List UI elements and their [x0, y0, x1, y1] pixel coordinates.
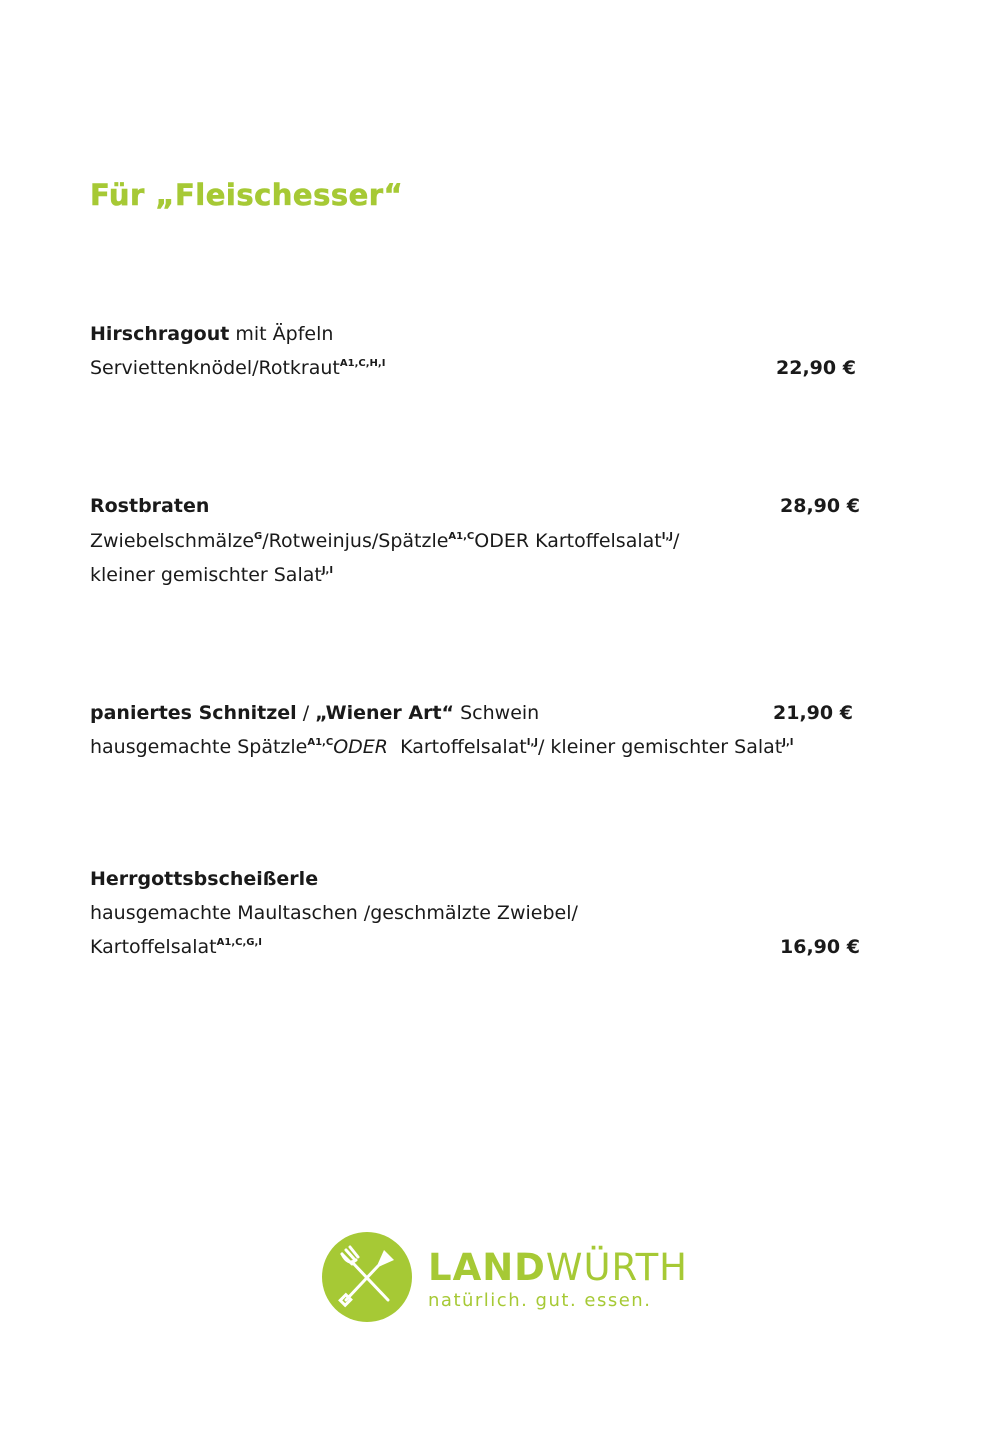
dish-description: / kleiner gemischter Salat	[537, 736, 783, 758]
menu-item-herrgottsbscheisserle-title	[90, 867, 318, 891]
dish-description: hausgemachte Maultaschen /geschmälzte Zwiebel/	[90, 902, 578, 924]
allergen-codes: A1,C,G,I	[216, 937, 263, 948]
allergen-codes: G	[254, 531, 263, 542]
section-heading: Für „Fleischesser“	[90, 178, 404, 212]
allergen-codes: J,I	[321, 565, 334, 576]
allergen-codes: J,I	[782, 737, 794, 748]
fork-and-shovel-icon	[322, 1232, 412, 1322]
dish-description: hausgemachte Spätzle	[90, 736, 308, 758]
price-hirschragout: 22,90 €	[776, 357, 856, 379]
price-herrgottsbscheisserle: 16,90 €	[780, 936, 860, 958]
menu-item-schnitzel-description	[90, 735, 793, 759]
dish-name-suffix: Schwein	[454, 702, 540, 724]
dish-name-suffix: mit Äpfeln	[229, 323, 334, 345]
dish-description-oder: ODER	[333, 736, 388, 758]
dish-description: Kartoffelsalat	[388, 736, 527, 758]
brand-name-light: WÜRTH	[545, 1246, 688, 1289]
brand-tagline: natürlich. gut. essen.	[428, 1290, 652, 1311]
menu-item-schnitzel-title	[90, 701, 539, 725]
menu-item-hirschragout-description	[90, 356, 385, 380]
menu-item-herrgottsbscheisserle-description	[90, 901, 578, 925]
brand-name	[428, 1246, 688, 1290]
menu-item-hirschragout-title	[90, 322, 333, 346]
dish-description: /Rotweinjus/Spätzle	[262, 530, 449, 552]
allergen-codes: I,J	[661, 531, 673, 542]
dish-description: ODER Kartoffelsalat	[474, 530, 662, 552]
allergen-codes: I,J	[526, 737, 538, 748]
dish-name-separator: /	[296, 702, 316, 724]
price-rostbraten: 28,90 €	[780, 495, 860, 517]
dish-name-style: „Wiener Art“	[315, 702, 455, 724]
dish-name: Hirschragout	[90, 323, 230, 345]
dish-description: Kartoffelsalat	[90, 936, 217, 958]
menu-item-rostbraten-description-2	[90, 563, 333, 587]
allergen-codes: A1,C	[307, 737, 334, 748]
menu-item-rostbraten-title	[90, 494, 209, 518]
dish-name: paniertes Schnitzel	[90, 702, 297, 724]
brand-name-bold: LAND	[428, 1246, 546, 1289]
allergen-codes: A1,C,H,I	[339, 358, 386, 369]
dish-description: Zwiebelschmälze	[90, 530, 255, 552]
dish-description: kleiner gemischter Salat	[90, 564, 322, 586]
dish-description: /	[672, 530, 680, 552]
dish-description: Serviettenknödel/Rotkraut	[90, 357, 340, 379]
dish-name: Rostbraten	[90, 495, 210, 517]
menu-item-herrgottsbscheisserle-description-2	[90, 935, 262, 959]
dish-name: Herrgottsbscheißerle	[90, 868, 319, 890]
brand-logo	[322, 1232, 722, 1322]
allergen-codes: A1,C	[448, 531, 475, 542]
menu-item-rostbraten-description	[90, 529, 679, 553]
price-schnitzel: 21,90 €	[773, 702, 853, 724]
